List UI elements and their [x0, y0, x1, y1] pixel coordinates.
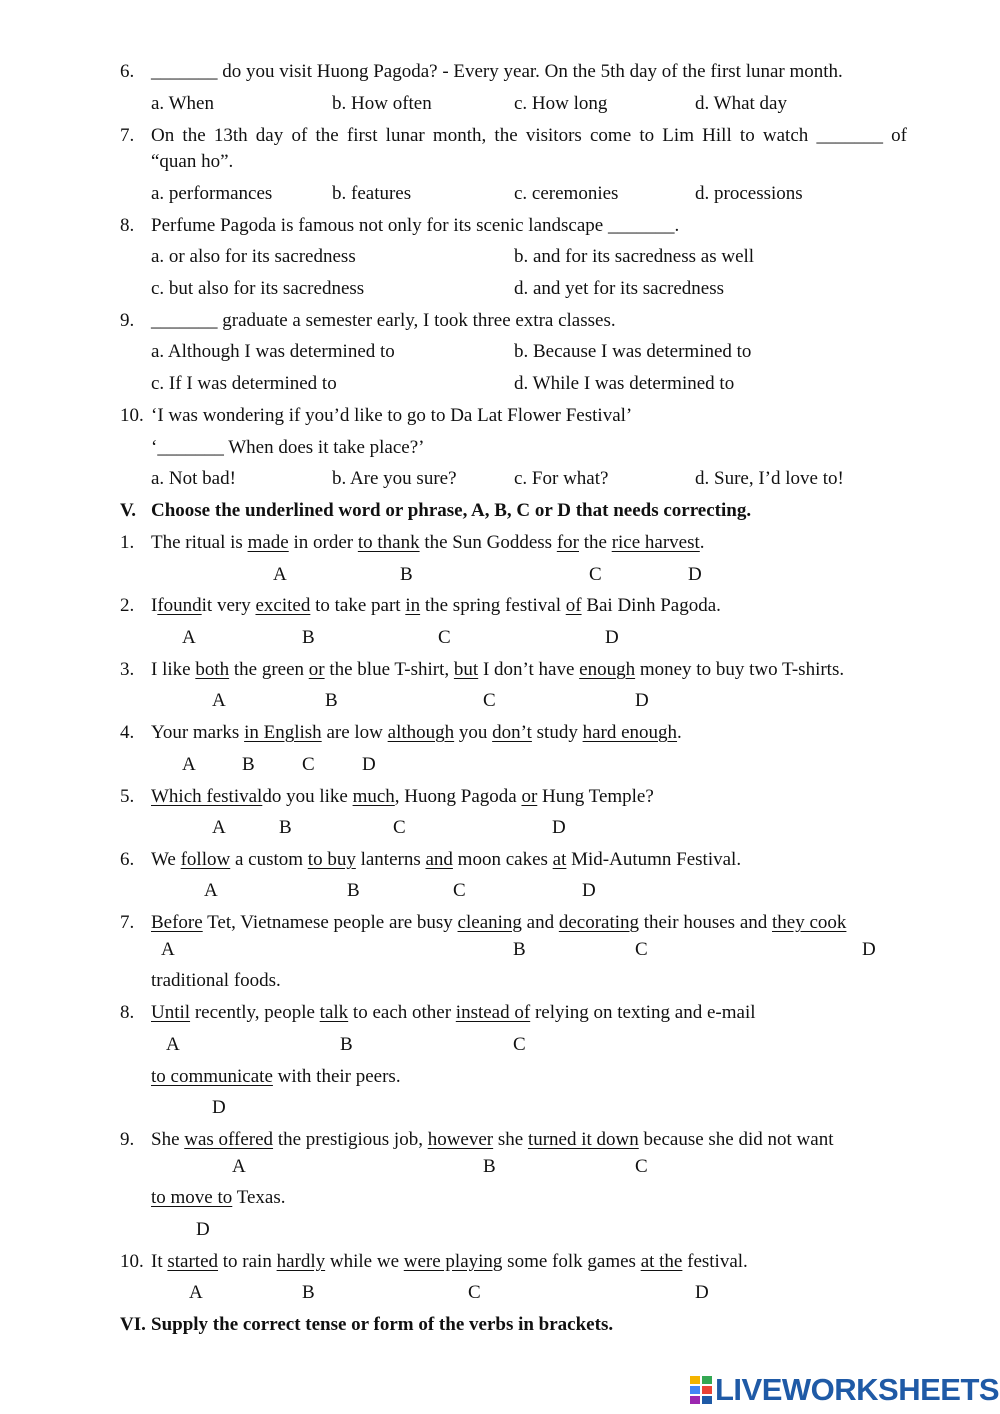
underlined-a: Which festival: [151, 786, 263, 807]
underlined-b: although: [387, 722, 455, 743]
sentence: Which festivaldo you like much, Huong Pagoda or Hung Temple?: [151, 786, 654, 807]
label-b: B: [242, 754, 255, 775]
underlined-b: or: [308, 659, 325, 680]
sentence: Your marks in English are low although you don’t study hard enough.: [151, 722, 682, 743]
question-number: 10.: [120, 405, 144, 426]
option-b: b. and for its sacredness as well: [514, 246, 755, 267]
label-d: D: [582, 880, 596, 901]
option-a: a. or also for its sacredness: [151, 246, 356, 267]
label-d: D: [212, 1097, 226, 1118]
question-stem: _______ do you visit Huong Pagoda? - Every year. On the 5th day of the first lunar month.: [151, 61, 843, 82]
underlined-b: to thank: [357, 532, 420, 553]
option-b: b. features: [332, 183, 412, 204]
option-c: c. If I was determined to: [151, 373, 337, 394]
label-d: D: [695, 1282, 709, 1303]
label-d: D: [862, 939, 876, 960]
underlined-d: rice harvest: [611, 532, 700, 553]
sentence-cont: to communicate with their peers.: [151, 1066, 401, 1087]
option-d: d. and yet for its sacredness: [514, 278, 724, 299]
sentence: Ifoundit very excited to take part in the spring festival of Bai Dinh Pagoda.: [151, 595, 721, 616]
underlined-b: however: [427, 1129, 494, 1150]
logo-text: LIVEWORKSHEETS: [715, 1372, 1000, 1407]
label-b: B: [400, 564, 413, 585]
option-c: c. How long: [514, 93, 608, 114]
label-b: B: [347, 880, 360, 901]
underlined-c: instead of: [455, 1002, 531, 1023]
underlined-d: at the: [640, 1251, 683, 1272]
question-number: 3.: [120, 659, 135, 680]
label-c: C: [453, 880, 466, 901]
question-stem: ‘I was wondering if you’d like to go to Da Lat Flower Festival’: [151, 405, 633, 426]
option-b: b. Are you sure?: [332, 468, 457, 489]
label-d: D: [362, 754, 376, 775]
option-b: b. How often: [332, 93, 432, 114]
label-d: D: [605, 627, 619, 648]
label-c: C: [393, 817, 406, 838]
underlined-a: started: [167, 1251, 219, 1272]
question-stem: On the 13th day of the first lunar month, the visitors come to Lim Hill to watch _______ of: [151, 125, 907, 146]
option-d: d. What day: [695, 93, 787, 114]
underlined-c: don’t: [492, 722, 532, 743]
underlined-c: decorating: [558, 912, 640, 933]
logo-mark-icon: [690, 1376, 712, 1404]
label-c: C: [513, 1034, 526, 1055]
underlined-b: hardly: [276, 1251, 326, 1272]
label-a: A: [212, 817, 226, 838]
question-number: 5.: [120, 786, 135, 807]
question-number: 1.: [120, 532, 135, 553]
option-c: c. For what?: [514, 468, 609, 489]
option-d: d. processions: [695, 183, 803, 204]
underlined-a: in English: [244, 722, 322, 743]
question-number: 8.: [120, 1002, 135, 1023]
question-stem: _______ graduate a semester early, I took three extra classes.: [151, 310, 616, 331]
label-a: A: [182, 627, 196, 648]
sentence: Until recently, people talk to each other instead of relying on texting and e-mail: [151, 1002, 756, 1023]
liveworksheets-logo[interactable]: [690, 1374, 999, 1406]
section-number: V.: [120, 500, 137, 521]
sentence: The ritual is made in order to thank the Sun Goddess for the rice harvest.: [151, 532, 705, 553]
question-stem: Perfume Pagoda is famous not only for its scenic landscape _______.: [151, 215, 680, 236]
label-d: D: [552, 817, 566, 838]
label-c: C: [483, 690, 496, 711]
underlined-a: found: [157, 595, 202, 616]
label-b: B: [483, 1156, 496, 1177]
underlined-d: enough: [579, 659, 636, 680]
question-stem-cont: “quan ho”.: [151, 151, 234, 172]
underlined-c: much: [352, 786, 395, 807]
option-d: d. Sure, I’d love to!: [695, 468, 844, 489]
label-c: C: [438, 627, 451, 648]
sentence: We follow a custom to buy lanterns and moon cakes at Mid-Autumn Festival.: [151, 849, 742, 870]
section-number: VI.: [120, 1314, 146, 1335]
option-c: c. ceremonies: [514, 183, 619, 204]
label-d: D: [635, 690, 649, 711]
underlined-b: cleaning: [457, 912, 522, 933]
label-a: A: [189, 1282, 203, 1303]
option-b: b. Because I was determined to: [514, 341, 752, 362]
label-b: B: [340, 1034, 353, 1055]
option-a: a. Not bad!: [151, 468, 236, 489]
underlined-d: to communicate: [151, 1066, 273, 1087]
label-c: C: [635, 939, 648, 960]
underlined-c: turned it down: [527, 1129, 639, 1150]
underlined-c: were playing: [403, 1251, 503, 1272]
underlined-c: in: [405, 595, 421, 616]
underlined-b: excited: [255, 595, 311, 616]
label-c: C: [635, 1156, 648, 1177]
underlined-d: they cook: [772, 912, 847, 933]
label-d: D: [196, 1219, 210, 1240]
label-d: D: [688, 564, 702, 585]
underlined-b: talk: [319, 1002, 349, 1023]
label-b: B: [279, 817, 292, 838]
label-a: A: [204, 880, 218, 901]
sentence: I like both the green or the blue T-shirt, but I don’t have enough money to buy two T-shirts.: [151, 659, 845, 680]
question-number: 7.: [120, 125, 135, 146]
label-a: A: [166, 1034, 180, 1055]
underlined-d: at: [552, 849, 567, 870]
underlined-c: and: [425, 849, 453, 870]
underlined-c: but: [453, 659, 479, 680]
label-b: B: [325, 690, 338, 711]
underlined-d: hard enough: [582, 722, 678, 743]
question-number: 7.: [120, 912, 135, 933]
label-a: A: [182, 754, 196, 775]
underlined-c: for: [556, 532, 579, 553]
section-title: Choose the underlined word or phrase, A, B, C or D that needs correcting.: [151, 500, 752, 521]
underlined-b: to buy: [307, 849, 356, 870]
option-a: a. When: [151, 93, 214, 114]
question-number: 8.: [120, 215, 135, 236]
question-number: 10.: [120, 1251, 144, 1272]
sentence-cont: traditional foods.: [151, 970, 281, 991]
label-a: A: [212, 690, 226, 711]
option-c: c. but also for its sacredness: [151, 278, 365, 299]
question-number: 9.: [120, 1129, 135, 1150]
label-a: A: [232, 1156, 246, 1177]
underlined-a: both: [195, 659, 230, 680]
option-d: d. While I was determined to: [514, 373, 735, 394]
underlined-a: made: [247, 532, 289, 553]
underlined-a: was offered: [184, 1129, 274, 1150]
underlined-d: or: [521, 786, 538, 807]
label-b: B: [302, 627, 315, 648]
underlined-d: of: [565, 595, 582, 616]
sentence: Before Tet, Vietnamese people are busy cleaning and decorating their houses and they cook: [151, 912, 847, 933]
underlined-a: follow: [180, 849, 231, 870]
label-b: B: [302, 1282, 315, 1303]
question-stem-reply: ‘_______ When does it take place?’: [151, 437, 425, 458]
question-number: 6.: [120, 849, 135, 870]
label-c: C: [302, 754, 315, 775]
section-title: Supply the correct tense or form of the verbs in brackets.: [151, 1314, 614, 1335]
option-a: a. performances: [151, 183, 273, 204]
underlined-d: to move to: [151, 1187, 233, 1208]
question-number: 2.: [120, 595, 135, 616]
question-number: 4.: [120, 722, 135, 743]
question-number: 6.: [120, 61, 135, 82]
label-c: C: [468, 1282, 481, 1303]
label-a: A: [161, 939, 175, 960]
sentence: She was offered the prestigious job, however she turned it down because she did not want: [151, 1129, 834, 1150]
label-b: B: [513, 939, 526, 960]
sentence-cont: to move to Texas.: [151, 1187, 286, 1208]
question-number: 9.: [120, 310, 135, 331]
label-a: A: [273, 564, 287, 585]
sentence: It started to rain hardly while we were playing some folk games at the festival.: [151, 1251, 748, 1272]
underlined-a: Before: [151, 912, 203, 933]
underlined-a: Until: [151, 1002, 191, 1023]
option-a: a. Although I was determined to: [151, 341, 395, 362]
label-c: C: [589, 564, 602, 585]
